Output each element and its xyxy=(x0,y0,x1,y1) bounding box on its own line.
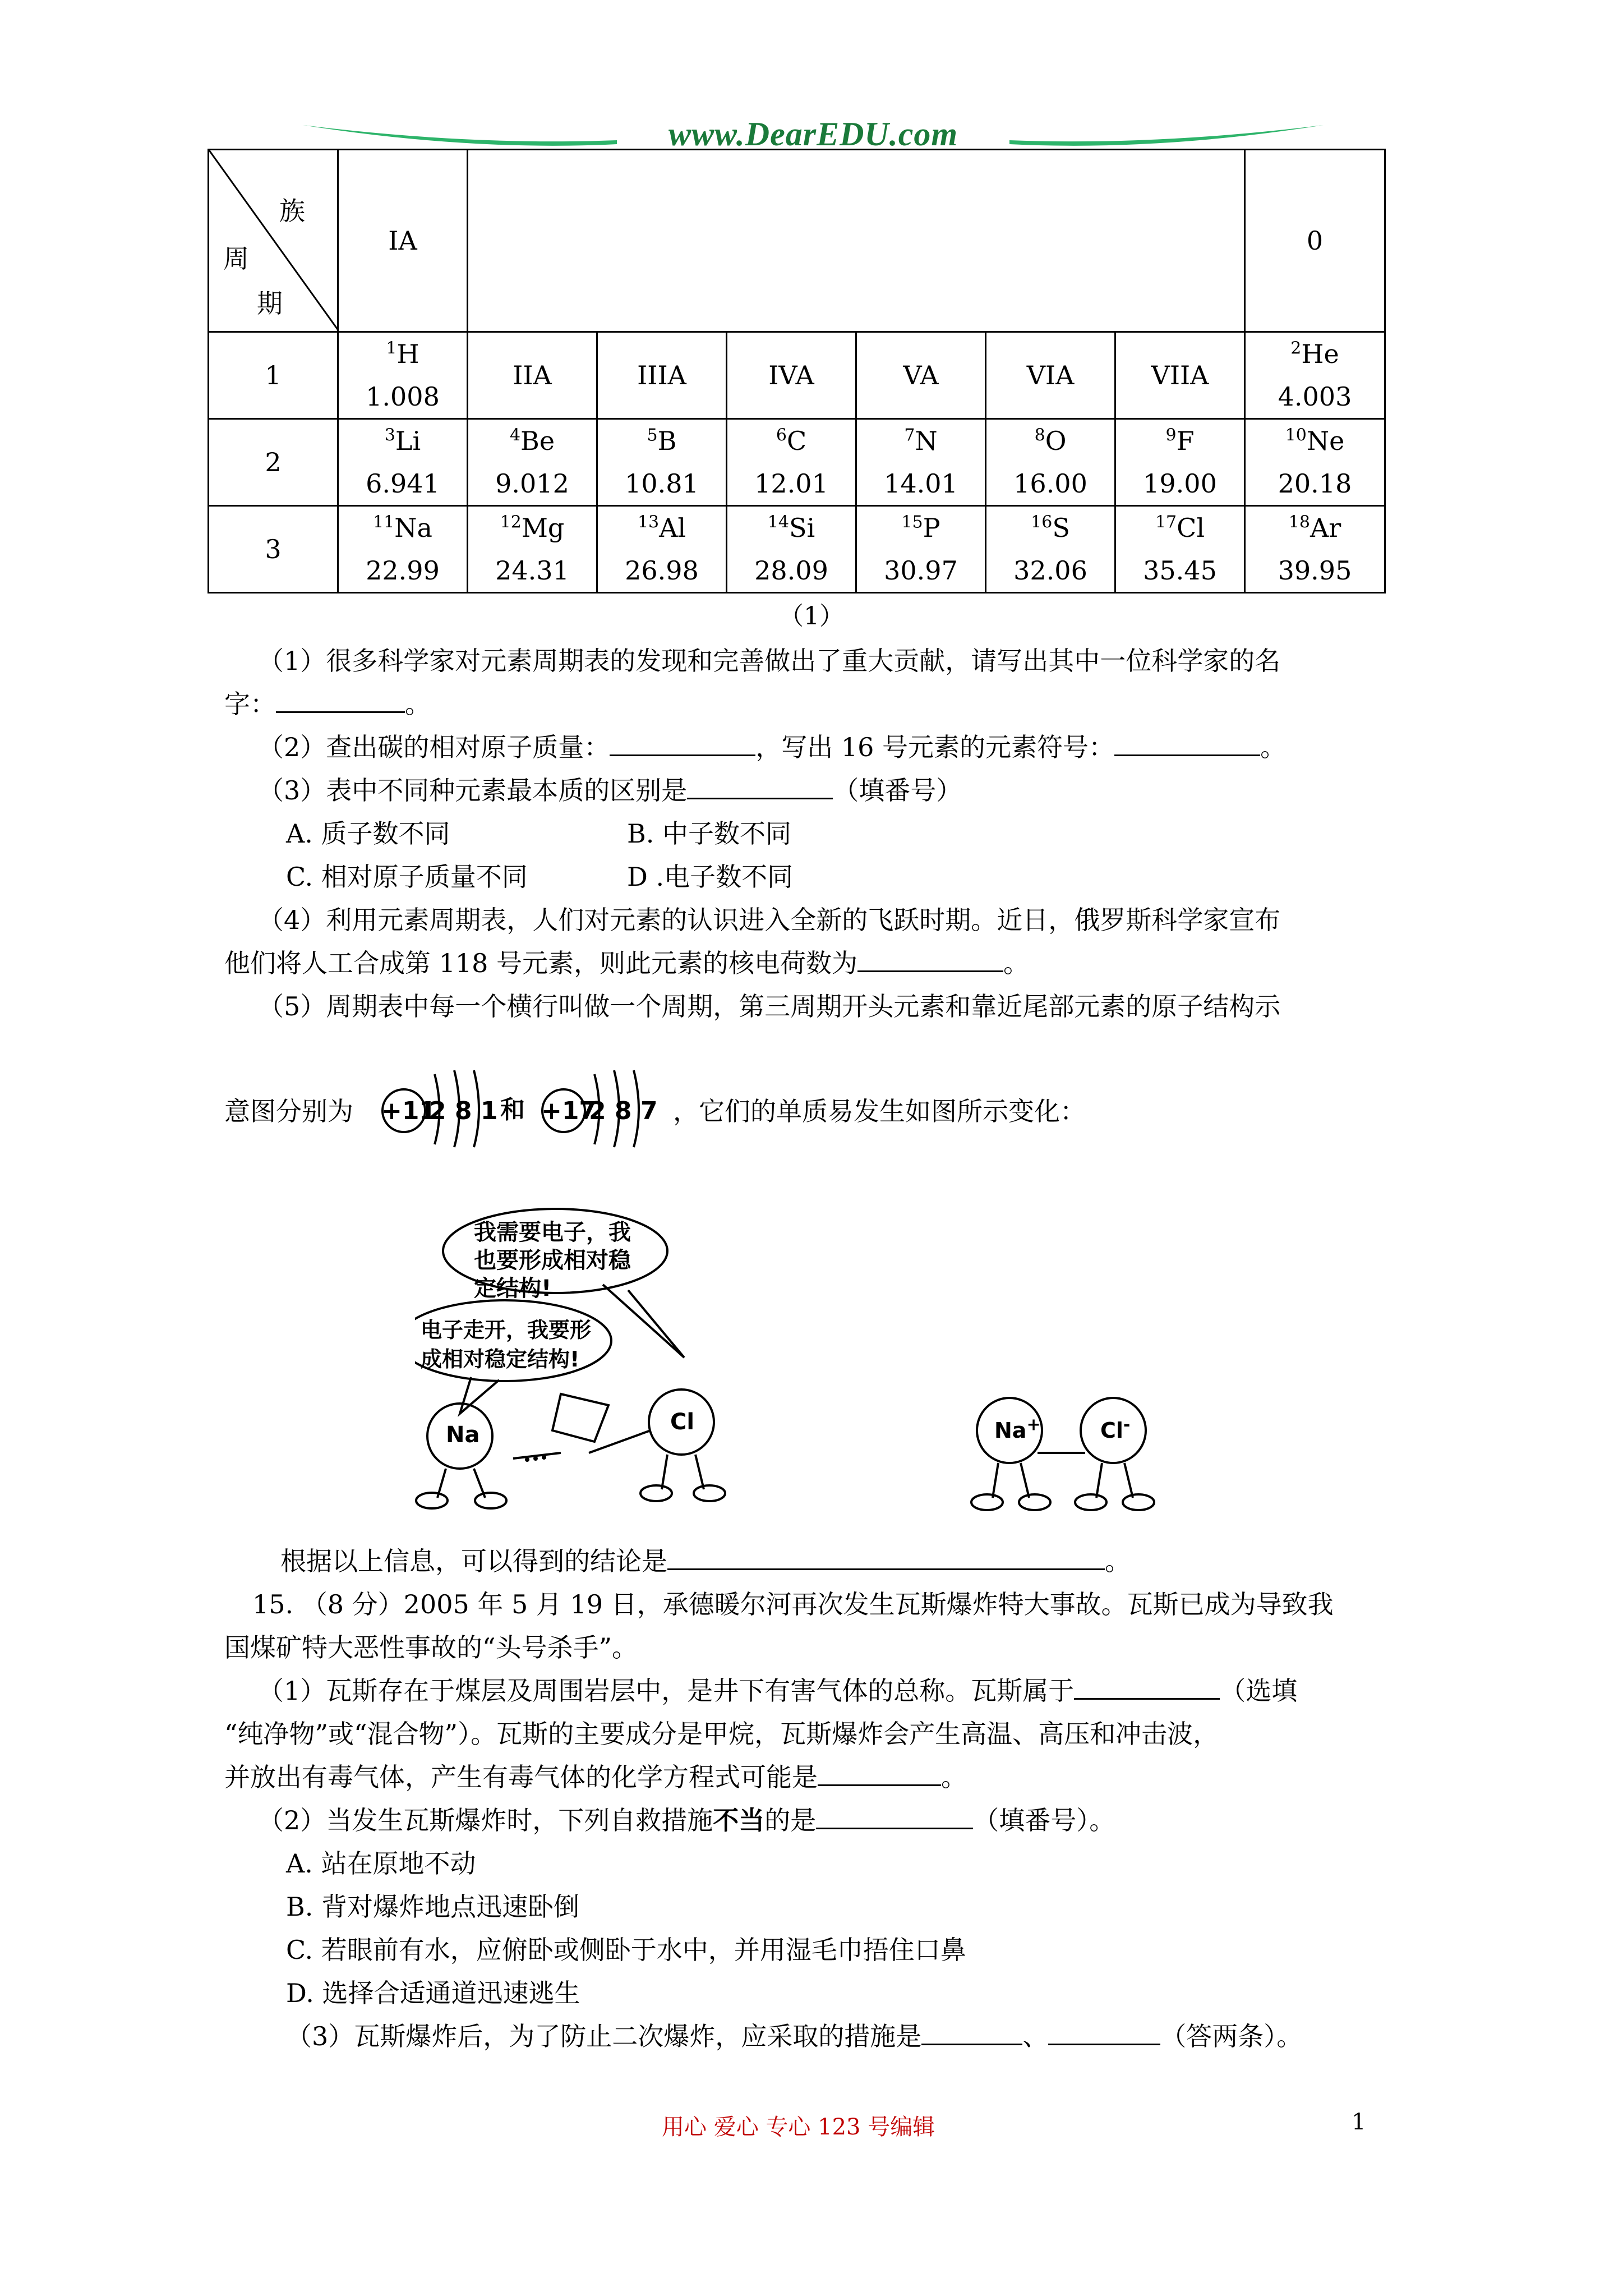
atomic-mass: 12.01 xyxy=(754,468,828,499)
footer-editor-note: 用心 爱心 专心 123 号编辑 xyxy=(662,2114,935,2140)
conclusion-line xyxy=(280,1540,1131,1582)
atomic-number: 9 xyxy=(1165,425,1177,445)
conclusion-blank[interactable] xyxy=(667,1543,1105,1570)
atomic-number: 6 xyxy=(776,425,787,445)
q15-line2: 国煤矿特大恶性事故的“头号杀手”。 xyxy=(224,1632,638,1663)
q15-p1-line2: “纯净物”或“混合物”）。瓦斯的主要成分是甲烷，瓦斯爆炸会产生高温、高压和冲击波， xyxy=(224,1719,1219,1749)
speech-bubble-cl xyxy=(474,1218,631,1303)
element-cell xyxy=(338,506,468,593)
element-symbol: Li xyxy=(395,426,421,456)
bubble-na-line1: 电子走开，我要形 xyxy=(421,1318,592,1342)
element-cell xyxy=(338,419,468,506)
element-symbol: F xyxy=(1176,426,1195,456)
element-symbol: Al xyxy=(659,513,686,543)
element-symbol: Si xyxy=(789,513,815,543)
atomic-number: 10 xyxy=(1285,425,1307,445)
q2-blank-2[interactable] xyxy=(1114,729,1260,756)
page-number: 1 xyxy=(1352,2109,1366,2135)
element-cell xyxy=(986,506,1115,593)
q15-p3-sep: 、 xyxy=(1022,2021,1049,2051)
q15-p2-suffix: （填番号）。 xyxy=(973,1805,1115,1835)
ion-formation-cartoon xyxy=(415,1206,1481,1520)
q4-line2 xyxy=(224,942,1029,984)
atomic-number: 16 xyxy=(1031,512,1053,532)
q4-prefix: 他们将人工合成第 118 号元素，则此元素的核电荷数为 xyxy=(224,948,858,978)
bubble-cl-line3: 定结构! xyxy=(474,1276,552,1301)
atomic-mass: 32.06 xyxy=(1013,555,1087,586)
atomic-mass: 19.00 xyxy=(1143,468,1217,499)
periodic-table xyxy=(208,149,1386,593)
q15-p3-line xyxy=(286,2015,1302,2058)
element-symbol: S xyxy=(1052,513,1070,543)
atomic-mass: 1.008 xyxy=(366,381,440,412)
atomic-mass: 10.81 xyxy=(625,468,699,499)
conclusion-prefix: 根据以上信息，可以得到的结论是 xyxy=(280,1546,667,1576)
cl-ion-symbol: Cl xyxy=(1100,1418,1123,1443)
na-ion-symbol: Na xyxy=(994,1418,1027,1443)
q15-line1: 15. （8 分）2005 年 5 月 19 日，承德暖尔河再次发生瓦斯爆炸特大事故。瓦斯已成为导致我 xyxy=(252,1589,1334,1619)
q15-p3-blank-1[interactable] xyxy=(921,2018,1022,2045)
header-zero: 0 xyxy=(1245,150,1385,332)
bubble-cl-line2: 也要形成相对稳 xyxy=(474,1248,631,1273)
element-symbol: He xyxy=(1301,339,1339,369)
atom2-nucleus: +17 xyxy=(541,1097,597,1125)
q15-p3-suffix: （答两条）。 xyxy=(1160,2021,1303,2051)
element-symbol: Na xyxy=(394,513,432,543)
atom1-nucleus: +11 xyxy=(381,1097,437,1125)
cl-atom-label: Cl xyxy=(670,1409,695,1435)
q15-option-b: B. 背对爆炸地点迅速卧倒 xyxy=(286,1892,580,1922)
atom2-shells: 2 8 7 xyxy=(589,1097,658,1125)
element-cell xyxy=(1245,419,1385,506)
q15-p1-blank-2[interactable] xyxy=(818,1759,941,1786)
atomic-mass: 39.95 xyxy=(1278,555,1352,586)
atomic-mass: 14.01 xyxy=(884,468,958,499)
element-symbol: Be xyxy=(520,426,555,456)
element-cell xyxy=(468,506,597,593)
q1-answer-blank[interactable] xyxy=(276,685,405,713)
corner-group-label: 族 xyxy=(279,196,305,226)
q2-part-a: （2）查出碳的相对原子质量： xyxy=(258,732,610,762)
q15-p3-prefix: （3）瓦斯爆炸后，为了防止二次爆炸，应采取的措施是 xyxy=(286,2021,922,2051)
element-cell xyxy=(1115,506,1245,593)
banner-text: www.DearEDU.com xyxy=(668,116,958,153)
element-cell xyxy=(597,506,727,593)
atom-and: 和 xyxy=(500,1096,525,1124)
period-label: 3 xyxy=(209,506,338,593)
atom1-shells: 2 8 1 xyxy=(429,1097,498,1125)
q15-option-c: C. 若眼前有水，应俯卧或侧卧于水中，并用湿毛巾捂住口鼻 xyxy=(286,1935,966,1965)
q15-p1-line1 xyxy=(258,1669,1297,1712)
group-label: IIIA xyxy=(597,332,727,419)
atomic-number: 12 xyxy=(500,512,522,532)
q1-line2 xyxy=(224,683,431,725)
period-label: 1 xyxy=(209,332,338,419)
element-symbol: B xyxy=(657,426,677,456)
element-cell xyxy=(986,419,1115,506)
q15-p2-line xyxy=(258,1799,1115,1842)
element-symbol: Cl xyxy=(1177,513,1205,543)
element-symbol: Mg xyxy=(521,513,565,543)
q15-p1-line3 xyxy=(224,1756,967,1798)
q3-option-c: C. 相对原子质量不同 xyxy=(286,862,528,892)
q5-line1: （5）周期表中每一个横行叫做一个周期，第三周期开头元素和靠近尾部元素的原子结构示 xyxy=(258,991,1281,1022)
q15-p1-eq-suffix: 。 xyxy=(941,1762,967,1792)
q15-option-d: D. 选择合适通道迅速逃生 xyxy=(286,1978,580,2008)
element-symbol: H xyxy=(396,339,419,369)
q3-option-b: B. 中子数不同 xyxy=(627,818,792,849)
cl-ion-label xyxy=(1100,1415,1131,1443)
element-cell xyxy=(1115,419,1245,506)
atomic-number: 2 xyxy=(1290,338,1302,358)
element-cell xyxy=(468,419,597,506)
atomic-number: 18 xyxy=(1288,512,1310,532)
atomic-mass: 20.18 xyxy=(1278,468,1352,499)
element-cell xyxy=(727,506,856,593)
atomic-mass: 24.31 xyxy=(495,555,569,586)
header-empty-span xyxy=(468,150,1245,332)
corner-period-label-2: 期 xyxy=(257,288,283,319)
q15-p2-blank[interactable] xyxy=(816,1802,973,1829)
atomic-mass: 35.45 xyxy=(1143,555,1217,586)
element-cell xyxy=(338,332,468,419)
corner-period-label-1: 周 xyxy=(223,243,249,274)
q4-suffix: 。 xyxy=(1003,948,1030,978)
q15-p1-suffix: （选填 xyxy=(1220,1676,1298,1706)
atom-structure-diagrams xyxy=(376,1049,667,1150)
atomic-number: 7 xyxy=(904,425,915,445)
q2-blank-1[interactable] xyxy=(610,729,755,756)
q15-p1-prefix: （1）瓦斯存在于煤层及周围岩层中，是井下有害气体的总称。瓦斯属于 xyxy=(258,1676,1075,1706)
q5-pre: 意图分别为 xyxy=(224,1096,353,1126)
table-corner-cell xyxy=(209,150,338,332)
atomic-number: 14 xyxy=(767,512,789,532)
atomic-number: 13 xyxy=(637,512,660,532)
q3-part-b: （填番号） xyxy=(833,775,962,806)
atomic-number: 8 xyxy=(1034,425,1045,445)
atomic-mass: 28.09 xyxy=(754,555,828,586)
atomic-mass: 16.00 xyxy=(1013,468,1087,499)
header-ia: IA xyxy=(338,150,468,332)
table-caption: （1） xyxy=(779,602,844,631)
atomic-mass: 4.003 xyxy=(1278,381,1352,412)
atomic-number: 17 xyxy=(1155,512,1177,532)
conclusion-suffix: 。 xyxy=(1105,1546,1131,1576)
q15-p1-blank-1[interactable] xyxy=(1074,1672,1220,1700)
q2-line xyxy=(258,726,1286,769)
na-atom-label: Na xyxy=(446,1422,480,1448)
q15-option-a: A. 站在原地不动 xyxy=(286,1848,476,1879)
q1-suffix: 。 xyxy=(405,689,431,719)
cl-ion-charge: - xyxy=(1123,1415,1131,1435)
q15-p3-blank-2[interactable] xyxy=(1048,2018,1160,2045)
group-label: VIA xyxy=(986,332,1115,419)
element-symbol: O xyxy=(1045,426,1067,456)
q3-blank[interactable] xyxy=(687,772,833,799)
q3-option-a: A. 质子数不同 xyxy=(286,818,450,849)
q1-line1: （1）很多科学家对元素周期表的发现和完善做出了重大贡献，请写出其中一位科学家的名 xyxy=(258,646,1281,676)
element-cell xyxy=(727,419,856,506)
q3-part-a: （3）表中不同种元素最本质的区别是 xyxy=(258,775,688,806)
q15-p2-emphasis: 不当 xyxy=(713,1805,765,1835)
period-label: 2 xyxy=(209,419,338,506)
atomic-number: 3 xyxy=(384,425,395,445)
bubble-cl-line1: 我需要电子，我 xyxy=(474,1220,631,1245)
element-symbol: P xyxy=(923,513,940,543)
element-symbol: Ne xyxy=(1306,426,1345,456)
atomic-number: 1 xyxy=(386,338,397,358)
q15-p2-middle: 的是 xyxy=(764,1805,817,1835)
q5-post: ，它们的单质易发生如图所示变化： xyxy=(673,1096,1086,1126)
element-cell xyxy=(856,506,986,593)
element-cell xyxy=(1245,506,1385,593)
q3-option-d: D .电子数不同 xyxy=(627,862,794,892)
atomic-mass: 6.941 xyxy=(366,468,440,499)
element-symbol: C xyxy=(786,426,807,456)
element-cell xyxy=(597,419,727,506)
q4-blank[interactable] xyxy=(857,945,1003,972)
atomic-mass: 30.97 xyxy=(884,555,958,586)
q1-prefix: 字： xyxy=(224,689,276,719)
atomic-mass: 26.98 xyxy=(625,555,699,586)
bubble-na-line2: 成相对稳定结构! xyxy=(421,1347,580,1372)
q3-line xyxy=(258,769,962,812)
atomic-number: 4 xyxy=(509,425,521,445)
group-label: IVA xyxy=(727,332,856,419)
atomic-number: 5 xyxy=(647,425,658,445)
na-ion-label xyxy=(994,1415,1041,1443)
atomic-number: 11 xyxy=(373,512,395,532)
atomic-number: 15 xyxy=(901,512,923,532)
speech-bubble-na xyxy=(421,1315,591,1374)
q15-p2-prefix: （2）当发生瓦斯爆炸时，下列自救措施 xyxy=(258,1805,713,1835)
q15-p1-eq-prefix: 并放出有毒气体，产生有毒气体的化学方程式可能是 xyxy=(224,1762,818,1792)
element-symbol: Ar xyxy=(1310,513,1341,543)
q4-line1: （4）利用元素周期表，人们对元素的认识进入全新的飞跃时期。近日，俄罗斯科学家宣布 xyxy=(258,905,1281,935)
element-cell xyxy=(856,419,986,506)
q2-part-c: 。 xyxy=(1260,732,1287,762)
atomic-mass: 9.012 xyxy=(495,468,569,499)
group-label: IIA xyxy=(468,332,597,419)
group-label: VIIA xyxy=(1115,332,1245,419)
group-label: VA xyxy=(856,332,986,419)
na-ion-charge: + xyxy=(1026,1415,1041,1435)
element-cell xyxy=(1245,332,1385,419)
q2-part-b: ，写出 16 号元素的元素符号： xyxy=(755,732,1115,762)
atomic-mass: 22.99 xyxy=(366,555,440,586)
element-symbol: N xyxy=(915,426,938,456)
